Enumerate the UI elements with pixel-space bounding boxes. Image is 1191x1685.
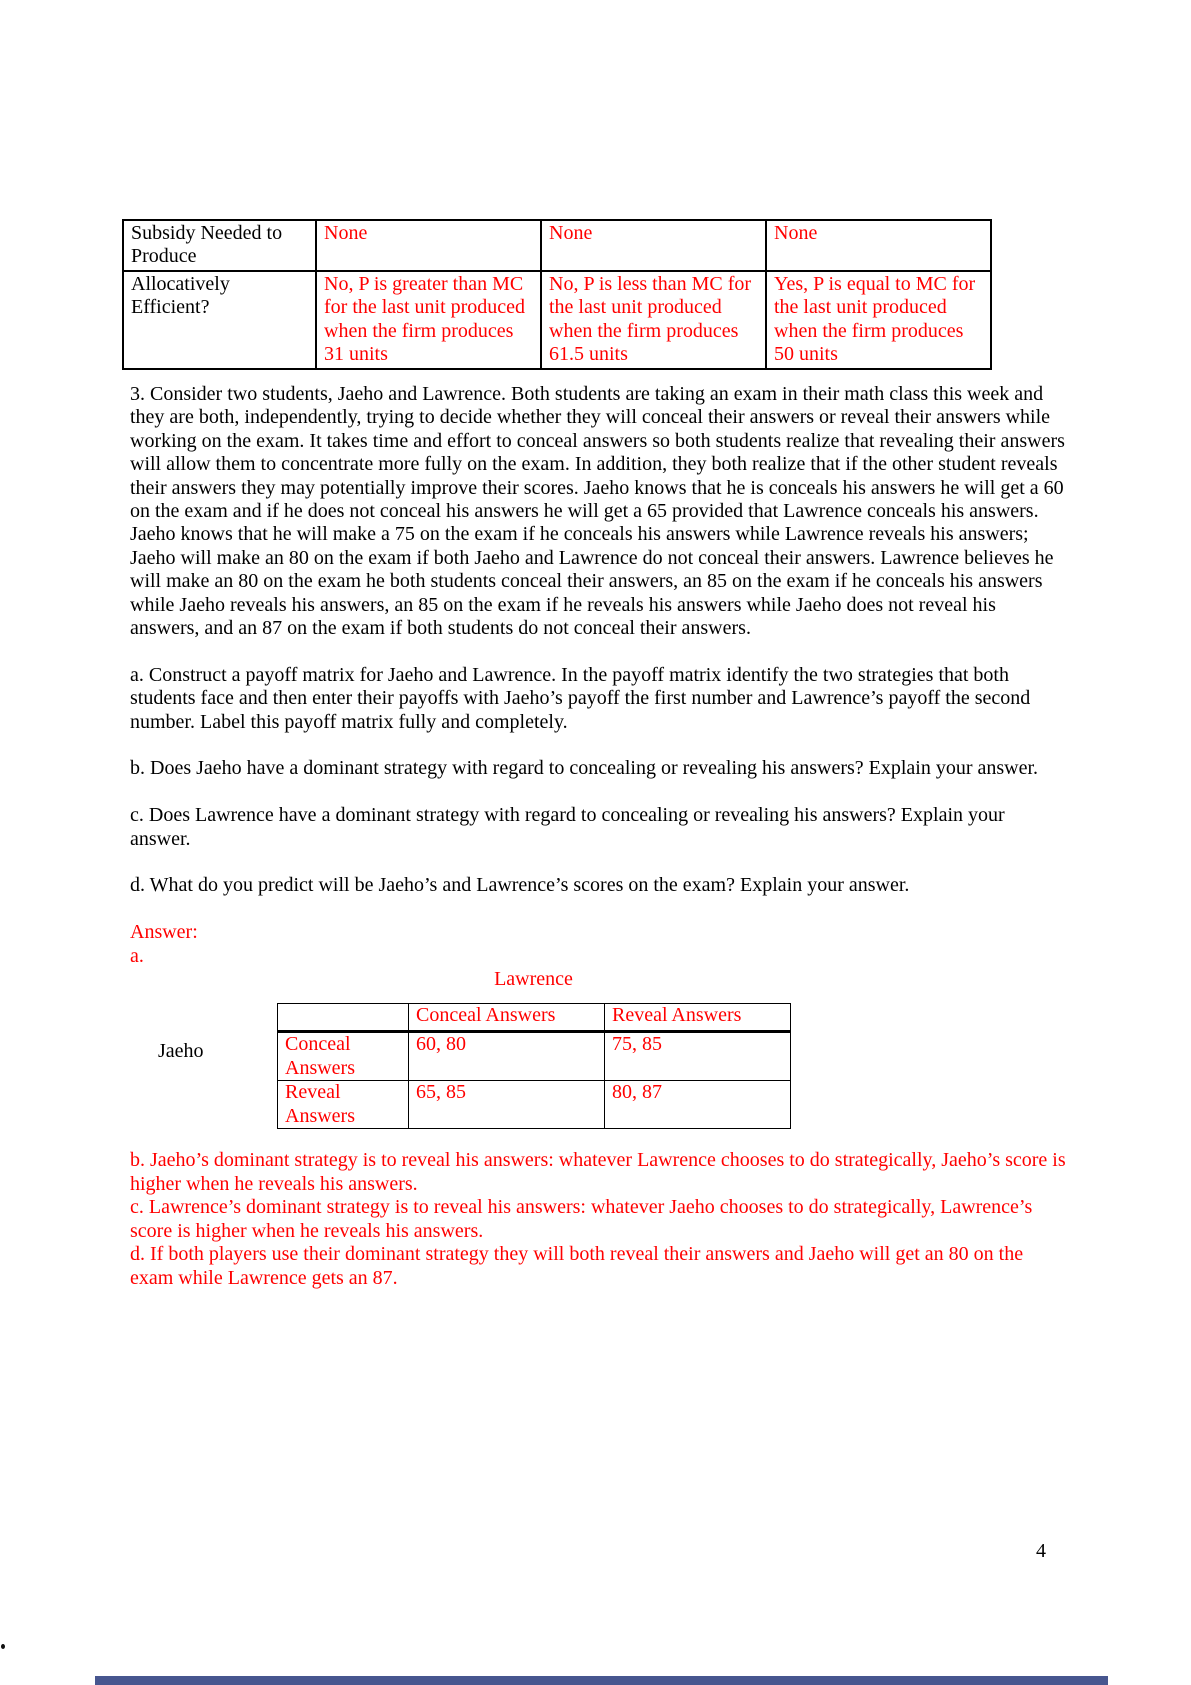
- table-row: [123, 271, 991, 369]
- payoff-corner-cell: [278, 1004, 409, 1032]
- payoff-header-row: [278, 1004, 791, 1032]
- body-text-column: [130, 383, 1068, 1290]
- question-3-intro: 3. Consider two students, Jaeho and Lawrence. Both students are taking an exam in their math class this week and they are both, independently, trying to decide whether they will conceal their answers or reveal their answers while working on the exam. It takes time and effort to conceal answers so both students realize that revealing their answers will allow them to concentrate more fully on the exam. In addition, they both realize that if the other student reveals their answers they may potentially improve their scores. Jaeho knows that he is conceals his answers he will get a 60 on the exam and if he does not conceal his answers he will get a 65 provided that Lawrence conceals his answers. Jaeho knows that he will make a 75 on the exam if he conceals his answers while Lawrence reveals his answers; Jaeho will make an 80 on the exam if both Jaeho and Lawrence do not conceal their answers. Lawrence believes he will make an 80 on the exam he both students conceal their answers, an 85 on the exam if he conceals his answers while Jaeho reveals his answers, an 85 on the exam if he reveals his answers while Jaeho does not reveal his answers, and an 87 on the exam if both students do not conceal their answers.: [130, 383, 1065, 640]
- payoff-row-player-label: Jaeho: [158, 1040, 204, 1063]
- answer-item-a-label: a.: [130, 944, 144, 967]
- payoff-cell: 65, 85: [409, 1081, 605, 1129]
- table-cell: No, P is less than MC for the last unit produced when the firm produces 61.5 units: [541, 271, 766, 369]
- row-header-allocative: Allocatively Efficient?: [123, 271, 316, 369]
- bottom-edge-bar: [95, 1676, 1108, 1685]
- payoff-row-label: Reveal Answers: [278, 1081, 409, 1129]
- payoff-cell: 75, 85: [605, 1032, 791, 1081]
- payoff-col-header: Reveal Answers: [605, 1004, 791, 1032]
- table-cell: Yes, P is equal to MC for the last unit produced when the firm produces 50 units: [766, 271, 991, 369]
- answer-part-d: d. If both players use their dominant strategy they will both reveal their answers and Jaeho will get an 80 on the exam while Lawrence gets an 87.: [130, 1243, 1024, 1289]
- payoff-matrix-area: [158, 1003, 790, 1129]
- answer-part-c: c. Lawrence’s dominant strategy is to reveal his answers: whatever Jaeho chooses to do strategically, Lawrence’s score is higher when he reveals his answers.: [130, 1196, 1033, 1242]
- payoff-row-label: Conceal Answers: [278, 1032, 409, 1081]
- stray-mark: [1, 1644, 5, 1649]
- table-cell: None: [541, 220, 766, 271]
- efficiency-table: [122, 219, 992, 370]
- question-3-part-c: c. Does Lawrence have a dominant strategy with regard to concealing or revealing his answers? Explain your answer.: [130, 804, 1005, 850]
- payoff-row: [278, 1081, 791, 1129]
- table-cell: None: [766, 220, 991, 271]
- row-header-subsidy: Subsidy Needed to Produce: [123, 220, 316, 271]
- table-cell: No, P is greater than MC for the last unit produced when the firm produces 31 units: [316, 271, 541, 369]
- payoff-column-player-label: Lawrence: [494, 968, 573, 991]
- answer-part-b: b. Jaeho’s dominant strategy is to reveal his answers: whatever Lawrence chooses to do strategically, Jaeho’s score is higher when he reveals his answers.: [130, 1149, 1066, 1195]
- page-number: 4: [1036, 1540, 1046, 1562]
- question-3-part-a: a. Construct a payoff matrix for Jaeho and Lawrence. In the payoff matrix identify the two strategies that both students face and then enter their payoffs with Jaeho’s payoff the first number and Lawrence’s payoff the second number. Label this payoff matrix fully and completely.: [130, 663, 1031, 733]
- question-3-part-d: d. What do you predict will be Jaeho’s and Lawrence’s scores on the exam? Explain your answer.: [130, 874, 910, 897]
- payoff-cell: 80, 87: [605, 1081, 791, 1129]
- payoff-matrix-table: [277, 1003, 791, 1129]
- answer-label: Answer:: [130, 921, 198, 944]
- table-cell: None: [316, 220, 541, 271]
- payoff-cell: 60, 80: [409, 1032, 605, 1081]
- payoff-row: [278, 1032, 791, 1081]
- table-row: [123, 220, 991, 271]
- payoff-col-header: Conceal Answers: [409, 1004, 605, 1032]
- question-3-part-b: b. Does Jaeho have a dominant strategy with regard to concealing or revealing his answers? Explain your answer.: [130, 757, 1039, 780]
